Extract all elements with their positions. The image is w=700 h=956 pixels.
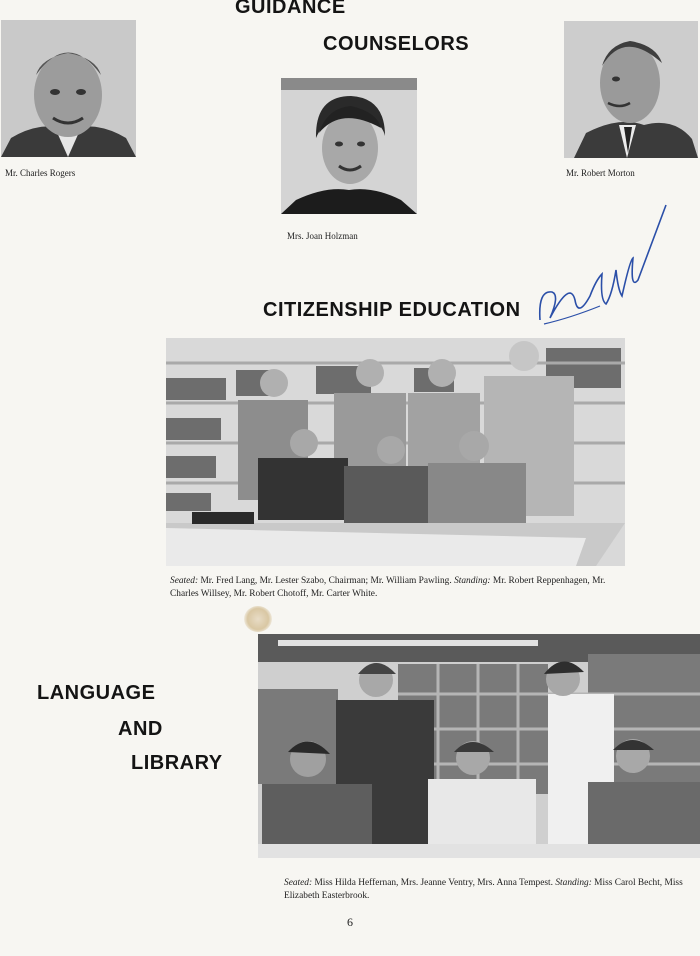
citizenship-seated-label: Seated:: [170, 576, 199, 586]
portrait-right: [564, 21, 698, 158]
citizenship-group-photo: [166, 338, 625, 566]
citizenship-standing-label: Standing:: [454, 576, 491, 586]
language-title-line2: AND: [118, 718, 163, 740]
portrait-left: [1, 20, 136, 157]
language-group-photo: [258, 634, 700, 858]
language-seated-names: Miss Hilda Heffernan, Mrs. Jeanne Ventry, Mrs. Anna Tempest.: [314, 878, 554, 888]
language-standing-names: Miss Carol Becht, Miss Elizabeth Easterbrook.: [284, 878, 683, 901]
citizenship-title: CITIZENSHIP EDUCATION: [263, 299, 521, 321]
guidance-title-line2: COUNSELORS: [323, 33, 470, 55]
citizenship-caption: [170, 575, 610, 601]
language-title-line3: LIBRARY: [131, 752, 223, 774]
guidance-title-line1: GUIDANCE: [235, 0, 346, 18]
citizenship-standing-names: Mr. Robert Reppenhagen, Mr. Charles Willsey, Mr. Robert Chotoff, Mr. Carter White.: [170, 576, 606, 599]
signature-ink: [530, 200, 670, 335]
language-standing-label: Standing:: [555, 878, 592, 888]
language-caption: [284, 877, 684, 903]
citizenship-seated-names: Mr. Fred Lang, Mr. Lester Szabo, Chairman; Mr. William Pawling.: [200, 576, 452, 586]
language-title-line1: LANGUAGE: [37, 682, 156, 704]
caption-joan-holzman: Mrs. Joan Holzman: [287, 231, 358, 241]
page-number: 6: [347, 915, 353, 929]
paper-stain: [244, 606, 272, 632]
portrait-center: [281, 78, 417, 214]
caption-robert-morton: Mr. Robert Morton: [566, 168, 635, 178]
language-seated-label: Seated:: [284, 878, 313, 888]
caption-charles-rogers: Mr. Charles Rogers: [5, 168, 76, 178]
